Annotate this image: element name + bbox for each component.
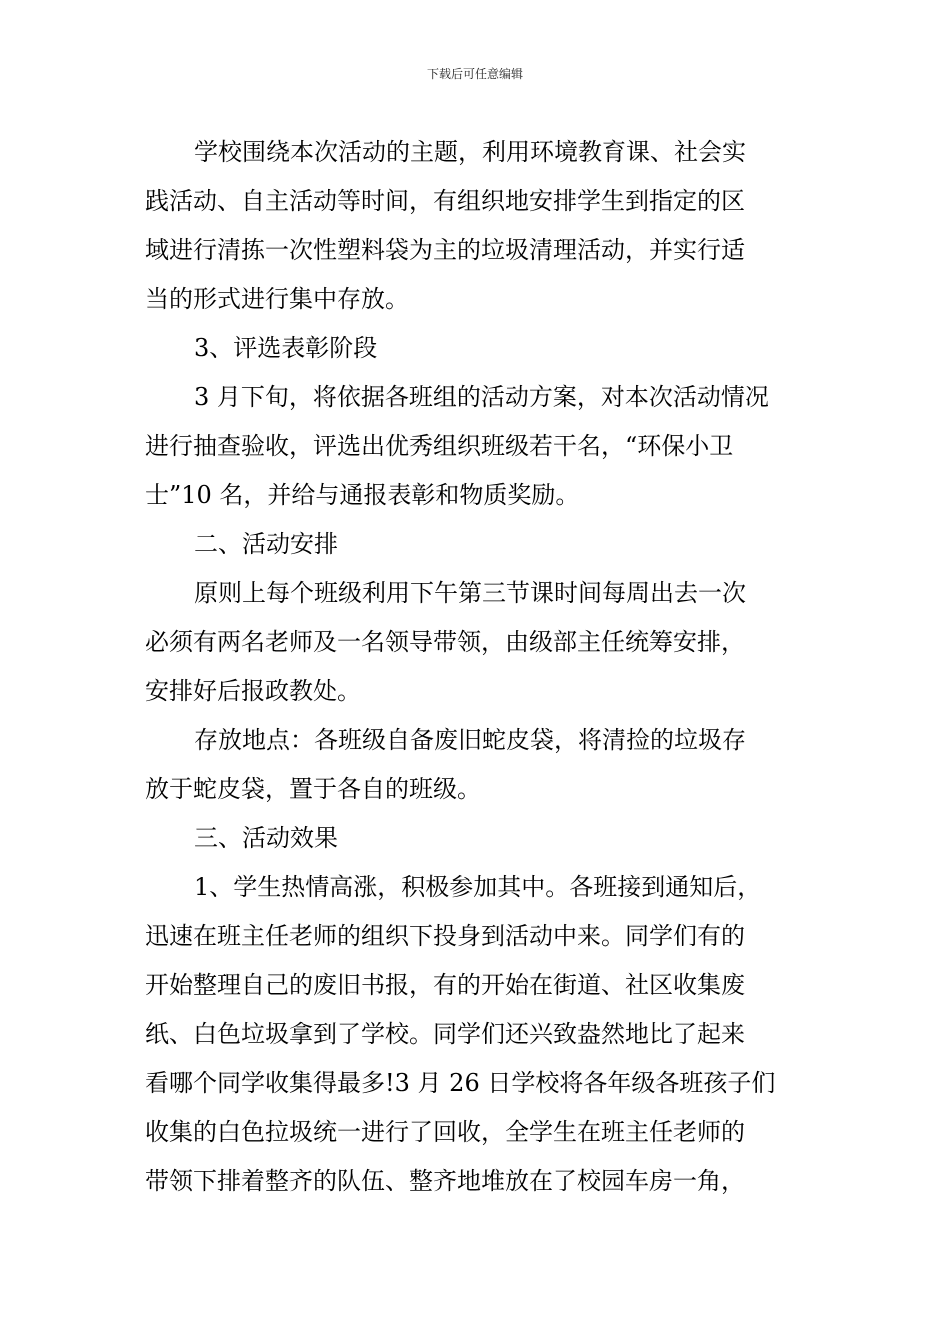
section-heading-arrangement-text: 二、活动安排 (194, 530, 338, 558)
section-heading-effect-text: 三、活动效果 (194, 824, 338, 852)
paragraph-5-line-6: 收集的白色拉圾统一进行了回收，全学生在班主任老师的 (145, 1118, 745, 1146)
paragraph-2-line-3: 士”10 名，并给与通报表彰和物质奖励。 (145, 481, 580, 509)
paragraph-3 (145, 569, 807, 716)
paragraph-4 (145, 716, 807, 814)
paragraph-4-line-1: 存放地点：各班级自备废旧蛇皮袋，将清捡的垃圾存 (194, 726, 746, 754)
section-heading-arrangement (145, 520, 807, 569)
paragraph-5 (145, 863, 807, 1206)
paragraph-3-line-3: 安排好后报政教处。 (145, 677, 361, 705)
paragraph-3-line-2: 必须有两名老师及一名领导带领，由级部主任统筹安排， (145, 628, 745, 656)
paragraph-5-line-1: 1、学生热情高涨，积极参加其中。各班接到通知后， (194, 873, 762, 901)
paragraph-5-line-7: 带领下排着整齐的队伍、整齐地堆放在了校园车房一角， (145, 1167, 745, 1195)
paragraph-3-line-1: 原则上每个班级利用下午第三节课时间每周出去一次 (194, 579, 746, 607)
paragraph-1 (145, 128, 807, 324)
section-heading-effect (145, 814, 807, 863)
paragraph-1-line-4: 当的形式进行集中存放。 (145, 285, 409, 313)
paragraph-1-line-3: 域进行清拣一次性塑料袋为主的垃圾清理活动，并实行适 (145, 236, 745, 264)
paragraph-2 (145, 373, 807, 520)
document-body (145, 128, 807, 1206)
paragraph-5-line-3: 开始整理自己的废旧书报，有的开始在街道、社区收集废 (145, 971, 745, 999)
paragraph-5-line-5: 看哪个同学收集得最多!3 月 26 日学校将各年级各班孩子们 (145, 1069, 776, 1097)
paragraph-1-line-2: 践活动、自主活动等时间，有组织地安排学生到指定的区 (145, 187, 745, 215)
paragraph-5-line-2: 迅速在班主任老师的组织下投身到活动中来。同学们有的 (145, 922, 745, 950)
paragraph-2-line-2: 进行抽查验收，评选出优秀组织班级若干名，“环保小卫 (145, 432, 734, 460)
section-heading-3 (145, 324, 807, 373)
section-heading-3-text: 3、评选表彰阶段 (194, 334, 378, 362)
paragraph-4-line-2: 放于蛇皮袋，置于各自的班级。 (145, 775, 481, 803)
paragraph-5-line-4: 纸、白色垃圾拿到了学校。同学们还兴致盎然地比了起来 (145, 1020, 745, 1048)
paragraph-1-line-1: 学校围绕本次活动的主题，利用环境教育课、社会实 (194, 138, 746, 166)
paragraph-2-line-1: 3 月下旬，将依据各班组的活动方案，对本次活动情况 (194, 383, 769, 411)
header-note: 下载后可任意编辑 (426, 67, 523, 81)
